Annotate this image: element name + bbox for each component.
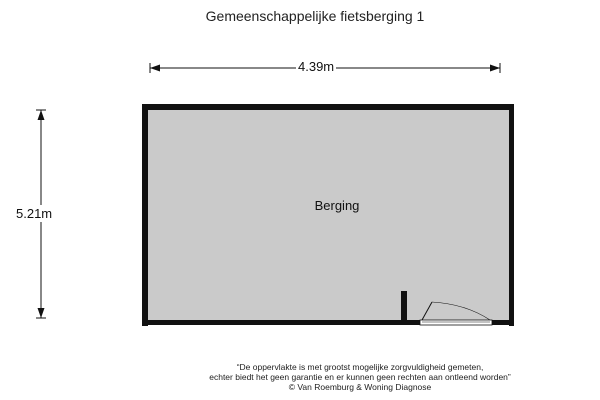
disclaimer-line-1: “De oppervlakte is met grootst mogelijke zorgvuldigheid gemeten, — [236, 362, 484, 372]
height-label: 5.21m — [16, 206, 53, 221]
room-floor — [148, 109, 510, 321]
room-label: Berging — [314, 198, 360, 213]
disclaimer-line-3: © Van Roemburg & Woning Diagnose — [288, 382, 432, 392]
wall-bottom-right — [492, 320, 514, 325]
partition-stub — [401, 291, 407, 321]
disclaimer-line-2: echter biedt het geen garantie en er kunnen geen rechten aan ontleend worden” — [209, 372, 511, 382]
wall-top — [142, 104, 514, 110]
wall-left — [142, 104, 148, 326]
wall-bottom-left — [142, 320, 420, 325]
disclaimer — [100, 362, 600, 392]
plan-title: Gemeenschappelijke fietsberging 1 — [205, 8, 425, 24]
width-label: 4.39m — [298, 59, 335, 74]
wall-right — [509, 104, 514, 326]
